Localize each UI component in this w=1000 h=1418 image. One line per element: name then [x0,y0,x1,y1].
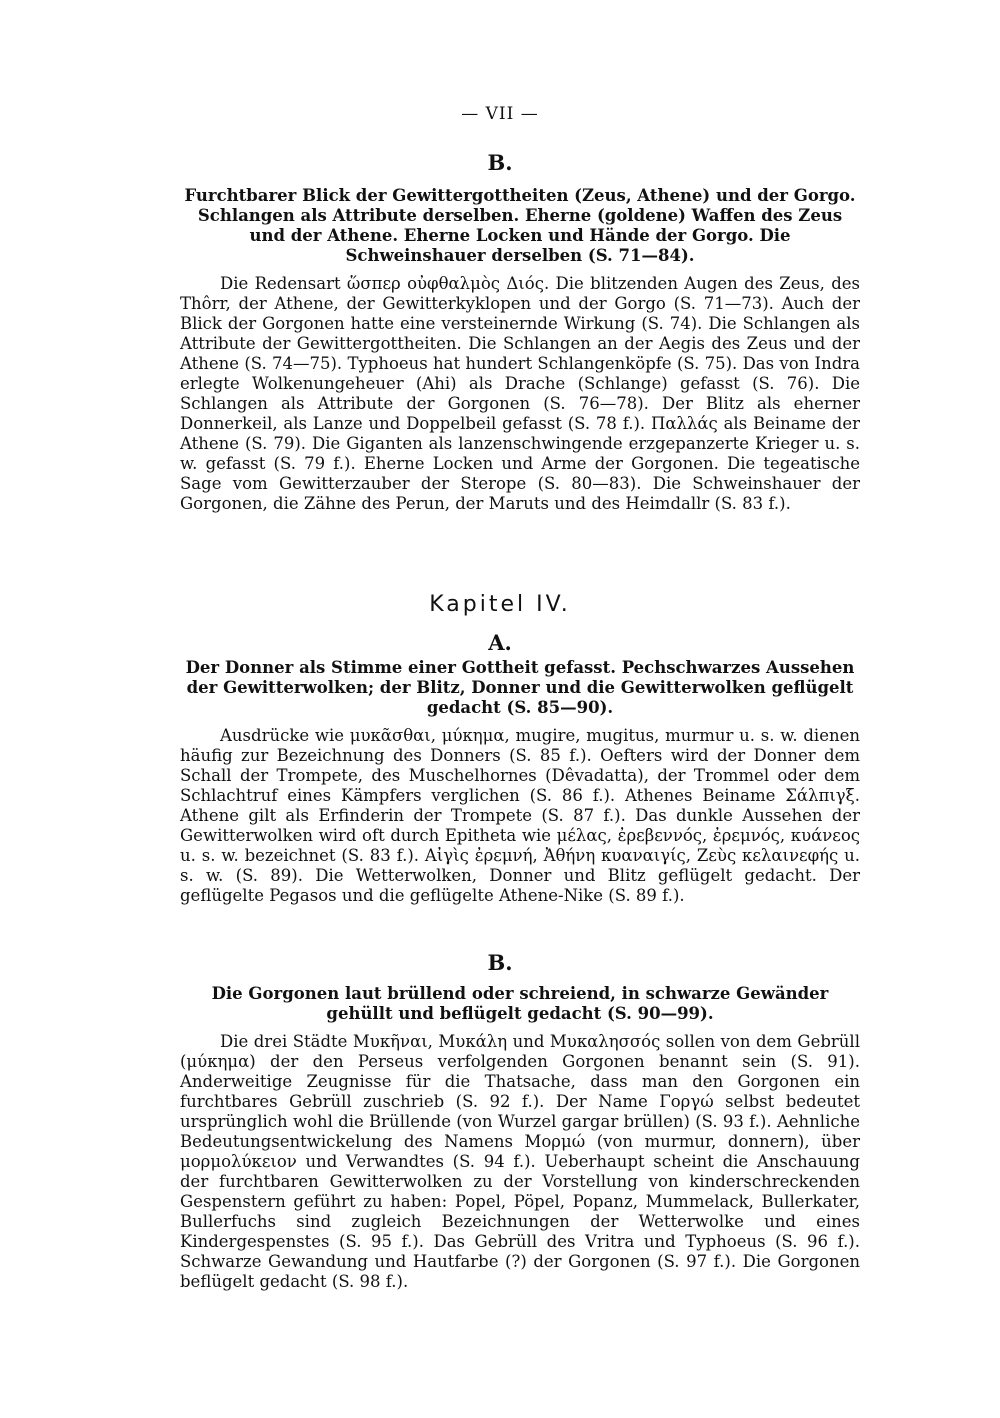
section-letter: B. [487,150,513,175]
section-heading: Der Donner als Stimme einer Gottheit gefasst. Pechschwarzes Aussehen der Gewitterwolken; der Blitz, Donner und die Gewitterwolken geflügelt gedacht (S. 85—90). [185,658,855,717]
section-b1 [180,186,860,514]
chapter-title: Kapitel IV. [429,592,571,617]
section-a [180,658,860,906]
section-heading: Furchtbarer Blick der Gewittergottheiten (Zeus, Athene) und der Gorgo. Schlangen als Attribute derselben. Eherne (goldene) Waffen des Zeus und der Athene. Eherne Locken und Hände der Gorgo. Die Schweinshauer derselben (S. 71—84). [184,186,856,265]
section-letter-b2 [0,950,1000,975]
section-letter-a [0,630,1000,655]
section-b2 [180,984,860,1292]
section-body: Ausdrücke wie μυκᾶσθαι, μύκημα, mugire, mugitus, murmur u. s. w. dienen häufig zur Bezeichnung des Donners (S. 85 f.). Oefters wird der Donner dem Schall der Trompete, des Muschelhornes (Dêvadatta), der Trommel oder dem Schlachtruf eines Kämpfers verglichen (S. 86 f.). Athenes Beiname Σάλπιγξ. Athene gilt als Erfinderin der Trompete (S. 87 f.). Das dunkle Aussehen der Gewitterwolken wird oft durch Epitheta wie μέλας, ἐρεβεννός, ἐρεμνός, κυάνεος u. s. w. bezeichnet (S. 83 f.). Αἰγὶς ἐρεμνή, Ἀθήνη κυαναιγίς, Ζεὺς κελαινεφής u. s. w. (S. 89). Die Wetterwolken, Donner und Blitz geflügelt gedacht. Der geflügelte Pegasos und die geflügelte Athene-Nike (S. 89 f.). [180,726,860,905]
section-letter: B. [487,950,513,975]
section-body: Die Redensart ὥσπερ οὐφθαλμὸς Διός. Die blitzenden Augen des Zeus, des Thôrr, der Athene, der Gewitterkyklopen und der Gorgo (S. 71—73). Auch der Blick der Gorgonen hatte eine versteinernde Wirkung (S. 74). Die Schlangen als Attribute der Gewittergottheiten. Die Schlangen an der Aegis des Zeus und der Athene (S. 74—75). Typhoeus hat hundert Schlangenköpfe (S. 75). Das von Indra erlegte Wolkenungeheuer (Ahi) als Drache (Schlange) gefasst (S. 76). Die Schlangen als Attribute der Gorgonen (S. 76—78). Der Blitz als eherner Donnerkeil, als Lanze und Doppelbeil gefasst (S. 78 f.). Παλλάς als Beiname der Athene (S. 79). Die Giganten als lanzenschwingende erzgepanzerte Krieger u. s. w. gefasst (S. 79 f.). Eherne Locken und Arme der Gorgonen. Die tegeatische Sage vom Gewitterzauber der Sterope (S. 80—83). Die Schweinshauer der Gorgonen, die Zähne des Perun, der Maruts und des Heimdallr (S. 83 f.). [180,274,860,513]
page-number: — VII — [461,104,539,124]
section-heading: Die Gorgonen laut brüllend oder schreiend, in schwarze Gewänder gehüllt und beflügelt gedacht (S. 90—99). [211,984,829,1023]
section-letter: A. [488,630,512,655]
section-body: Die drei Städte Μυκῆναι, Μυκάλη und Μυκαλησσός sollen von dem Gebrüll (μύκημα) der den Perseus verfolgenden Gorgonen benannt sein (S. 91). Anderweitige Zeugnisse für die Thatsache, dass man den Gorgonen ein furchtbares Gebrüll zuschrieb (S. 92 f.). Der Name Γοργώ selbst bedeutet ursprünglich wohl die Brüllende (von Wurzel gargar brüllen) (S. 93 f.). Aehnliche Bedeutungsentwickelung des Namens Μορμώ (von murmur, donnern), über μορμολύκειον und Verwandtes (S. 94 f.). Ueberhaupt scheint die Anschauung der furchtbaren Gewitterwolken zu der Vorstellung von kinderschreckenden Gespenstern geführt zu haben: Popel, Pöpel, Popanz, Mummelack, Bullerkater, Bullerfuchs sind zugleich Bezeichnungen der Wetterwolke und eines Kindergespenstes (S. 95 f.). Das Gebrüll des Vritra und Typhoeus (S. 96 f.). Schwarze Gewandung und Hautfarbe (?) der Gorgonen (S. 97 f.). Die Gorgonen beflügelt gedacht (S. 98 f.). [180,1032,860,1291]
section-letter-b1 [0,150,1000,175]
